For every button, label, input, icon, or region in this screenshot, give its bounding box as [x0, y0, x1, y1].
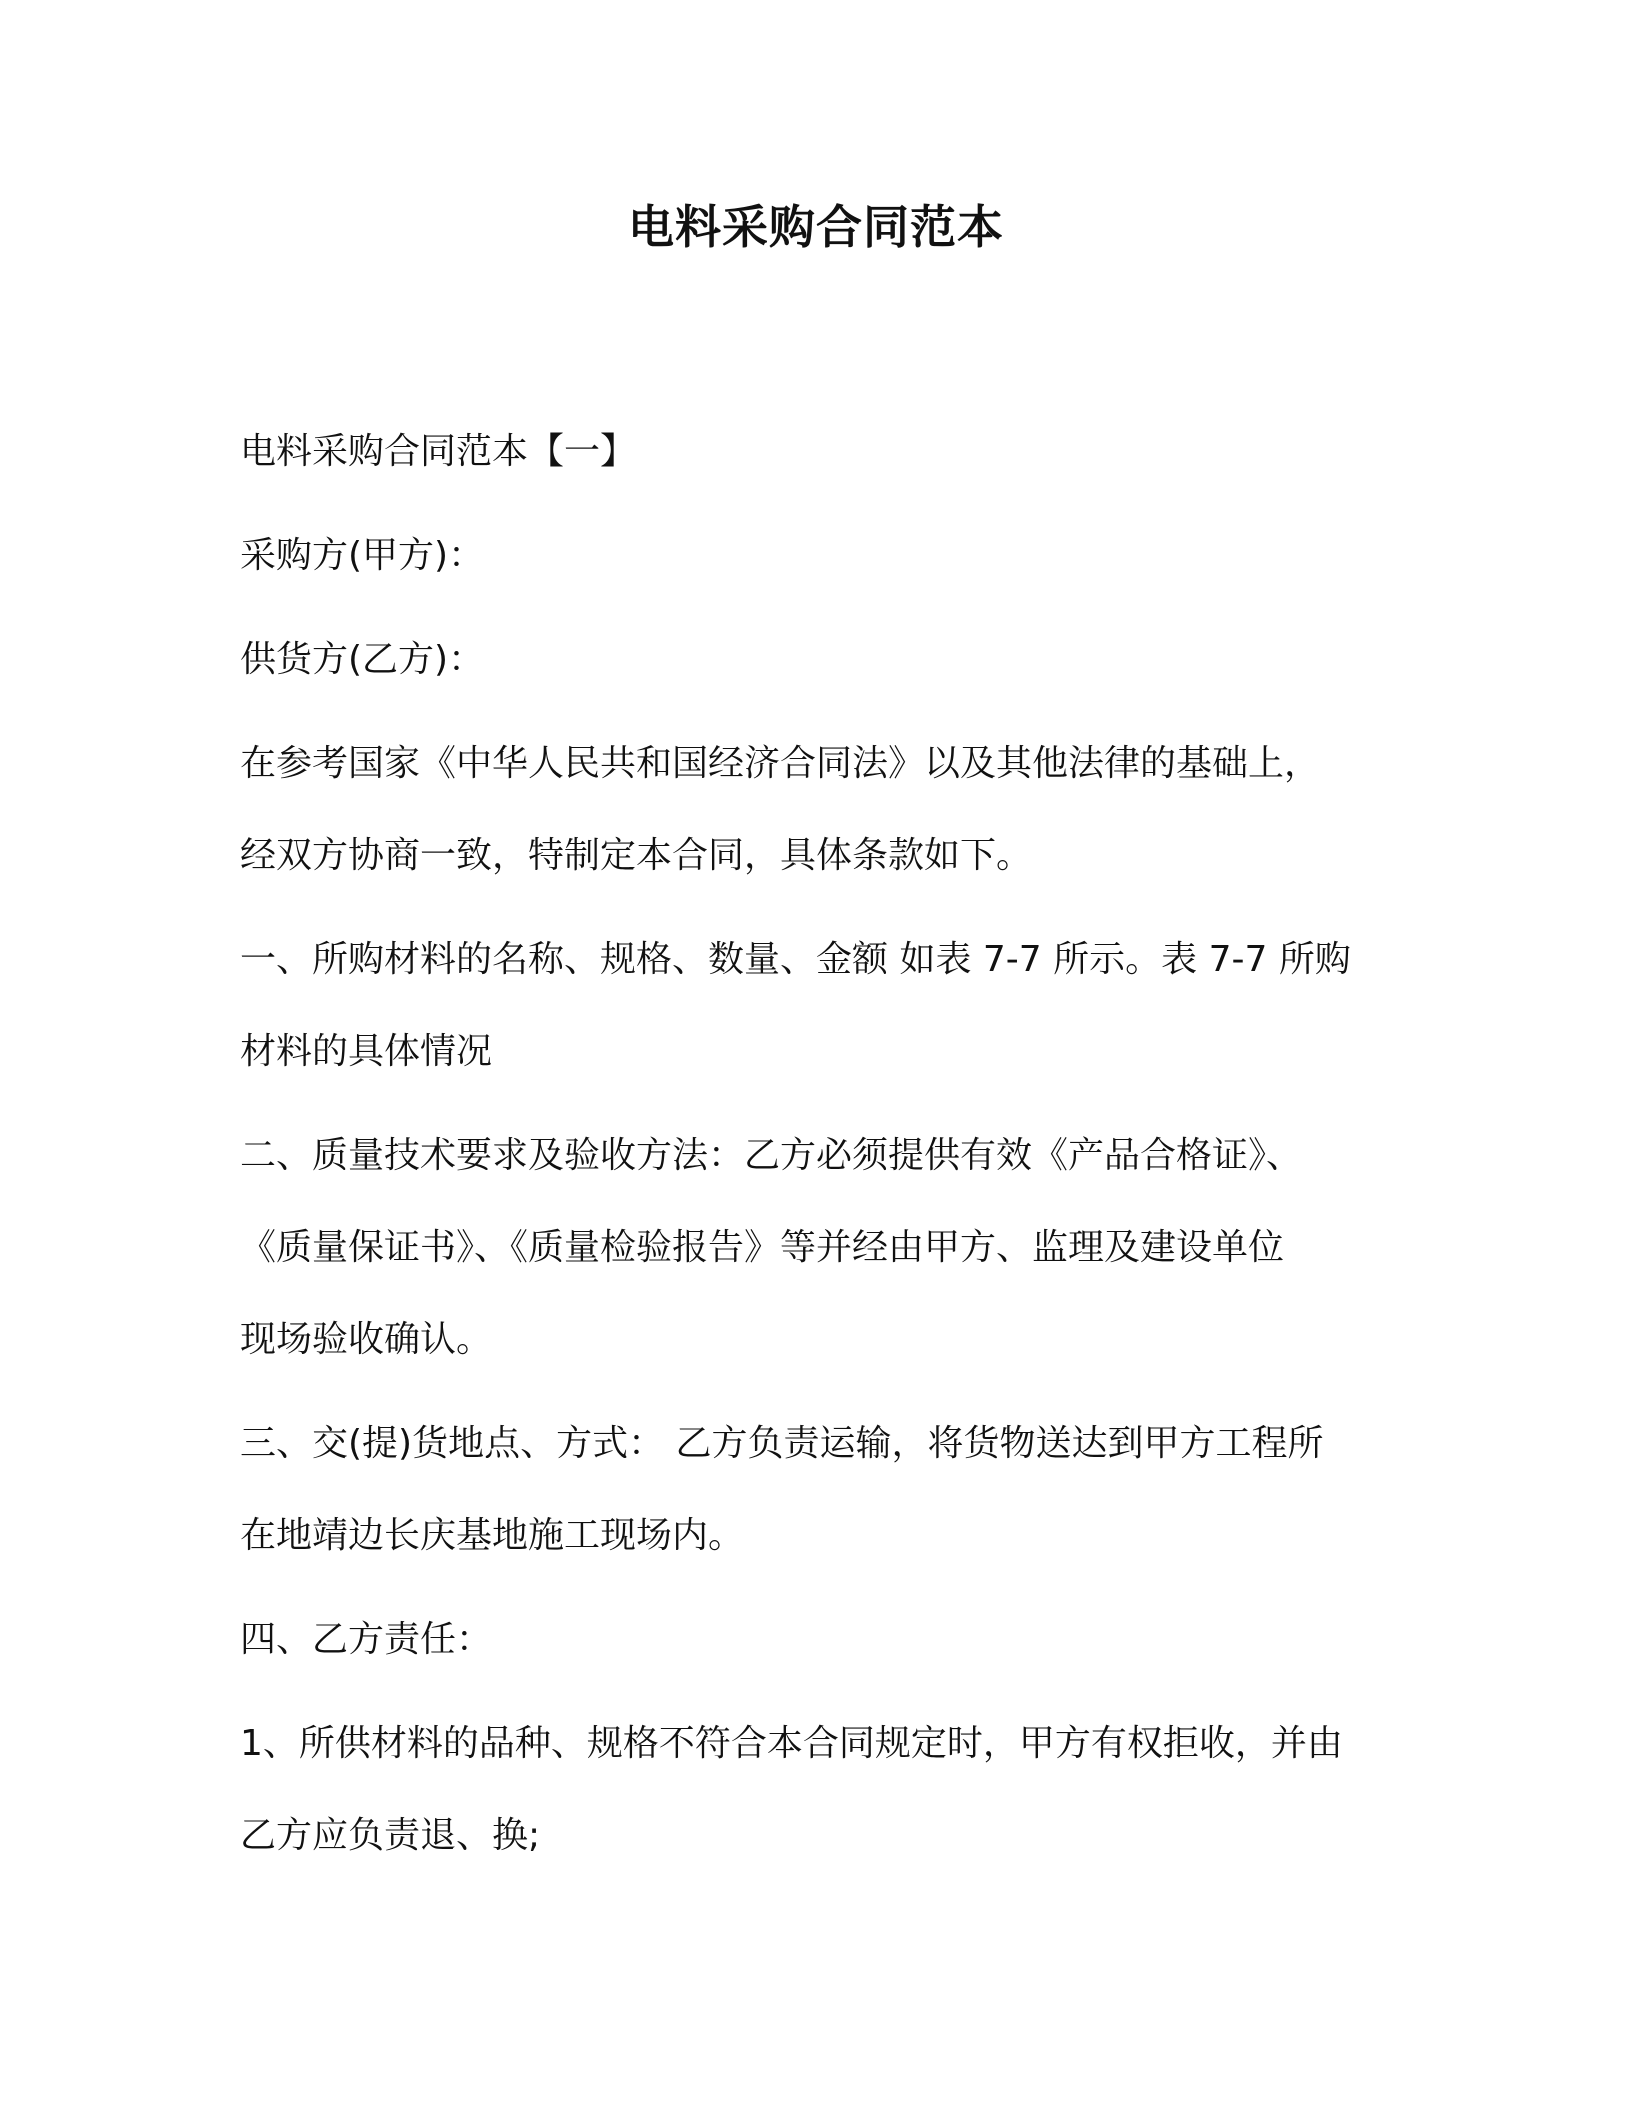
clause-4-heading: 四、乙方责任：	[240, 1619, 493, 1660]
buyer-line: 采购方(甲方)：	[240, 535, 485, 576]
clause-1-materials: 一、所购材料的名称、规格、数量、金额 如表 7-7 所示。表 7-7 所购 材料的具体情况	[240, 939, 1351, 1072]
supplier-line: 供货方(乙方)：	[240, 639, 485, 680]
clause-4-item-1: 1、所供材料的品种、规格不符合本合同规定时，甲方有权拒收，并由 乙方应负责退、换;	[240, 1723, 1343, 1856]
document-title: 电料采购合同范本	[628, 200, 1004, 254]
clause-3-delivery: 三、交(提)货地点、方式： 乙方负责运输，将货物送达到甲方工程所 在地靖边长庆基地施工现场内。	[240, 1423, 1324, 1556]
document-body	[240, 406, 1400, 1894]
section-heading: 电料采购合同范本【一】	[240, 431, 637, 472]
preamble-paragraph: 在参考国家《中华人民共和国经济合同法》以及其他法律的基础上， 经双方协商一致，特制定本合同，具体条款如下。	[240, 743, 1321, 876]
clause-2-quality: 二、质量技术要求及验收方法：乙方必须提供有效《产品合格证》、 《质量保证书》、《质量检验报告》等并经由甲方、监理及建设单位 现场验收确认。	[240, 1135, 1303, 1360]
